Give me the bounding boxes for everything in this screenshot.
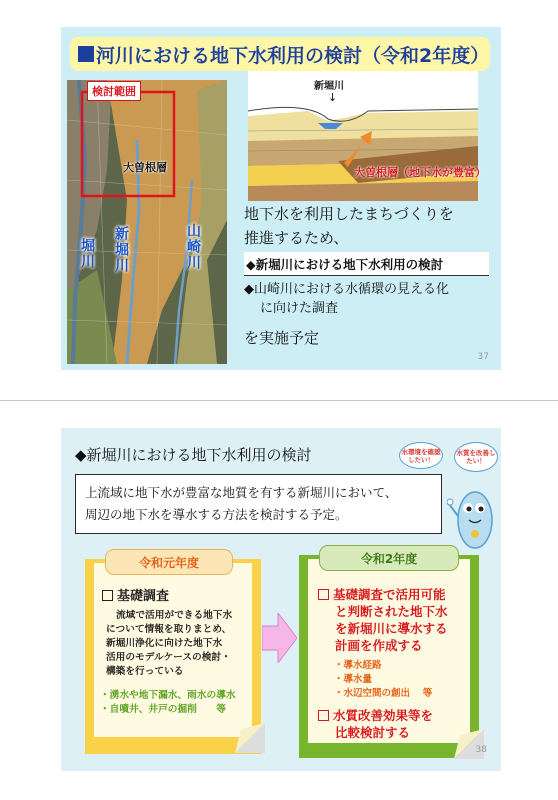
area-map — [67, 80, 227, 364]
down-arrow-icon: ↓ — [328, 91, 338, 104]
speech-bubble-1: 水環境を確認したい！ — [399, 442, 443, 469]
plan-item: 基礎調査で活用可能 と判断された地下水 を新堀川に導水する 計画を作成する — [318, 586, 468, 654]
osone-cross-label: 大曽根層（地下水が豊富） — [354, 166, 486, 179]
bullet-yamazaki-survey: ◆山崎川における水循環の見える化 に向けた調査 — [244, 282, 449, 316]
slide-38 — [61, 428, 501, 771]
shinhori-cross-label: 新堀川 — [314, 81, 344, 92]
speech-bubble-2: 水質を改善したい！ — [454, 442, 498, 472]
slide-title: ◆新堀川における地下水利用の検討 — [75, 446, 312, 464]
page-divider — [0, 400, 558, 401]
right-arrow-icon — [262, 613, 297, 663]
slide1-body-text: 地下水を利用したまちづくりを 推進するため、 — [244, 205, 454, 247]
slide-title: 河川における地下水利用の検討（令和2年度） — [70, 37, 490, 71]
comparison-item: 水質改善効果等を 比較検討する — [318, 707, 468, 741]
slide-37 — [61, 27, 501, 370]
checkbox-icon — [318, 710, 329, 721]
tab-reiwa-2: 令和2年度 — [319, 545, 459, 571]
plan-sub-list: ・導水経路 ・導水量 ・水辺空間の創出 等 — [334, 660, 433, 699]
card-reiwa-1 — [85, 549, 261, 754]
bullet-shinhori-study: ◆新堀川における地下水利用の検討 — [244, 252, 489, 276]
basic-survey-body: 流域で活用ができる地下水 について情報を取りまとめ、 新堀川浄化に向けた地下水 活用のモデルケースの検討・ 構築を行っている — [106, 610, 233, 677]
slide1-footer-text: を実施予定 — [244, 329, 320, 347]
page-number: 38 — [475, 745, 487, 755]
study-area-label: 検討範囲 — [87, 81, 141, 101]
osone-layer-label: 大曽根層 — [123, 161, 167, 174]
hori-river-label: 堀川 — [79, 238, 95, 270]
tab-reiwa-1: 令和元年度 — [105, 549, 233, 575]
square-bullet-icon — [78, 46, 94, 62]
map-image — [67, 80, 227, 364]
checkbox-icon — [318, 589, 329, 600]
checkbox-icon — [102, 590, 113, 601]
page-curl-icon — [235, 723, 265, 753]
mascot-icon — [447, 476, 499, 552]
intro-text-box: 上流域に地下水が豊富な地質を有する新堀川において、 周辺の地下水を導水する方法を検討する予定。 — [75, 474, 442, 534]
geological-cross-section — [248, 71, 486, 201]
basic-survey-heading: 基礎調査 — [102, 585, 169, 604]
yamazaki-river-label: 山崎川 — [185, 223, 201, 271]
examples-list: ・湧水や地下漏水、雨水の導水 ・自噴井、井戸の掘削 等 — [100, 690, 236, 715]
card-reiwa-2 — [299, 545, 479, 758]
page-number: 37 — [477, 352, 489, 362]
shinhori-river-label: 新堀川 — [113, 226, 129, 274]
